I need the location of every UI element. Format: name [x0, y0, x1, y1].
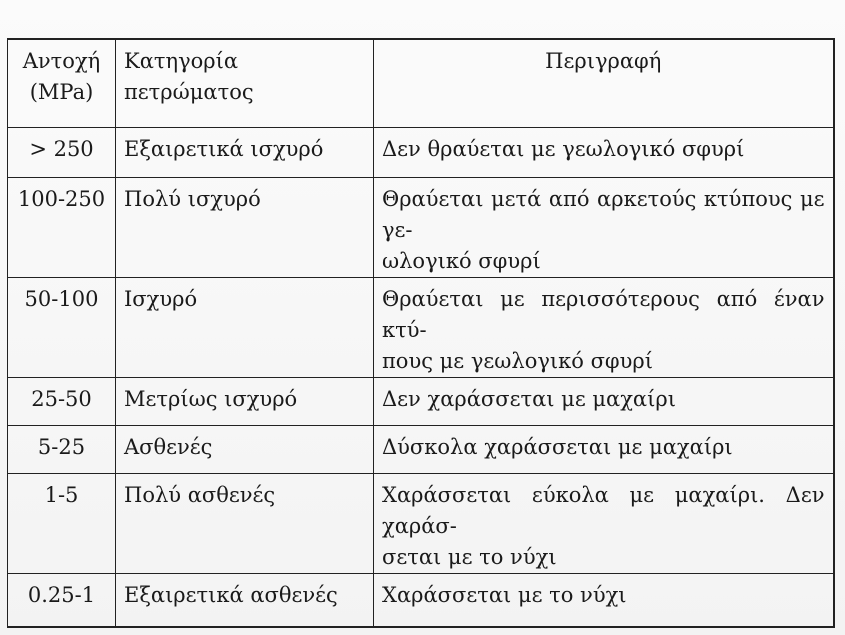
cell-description [374, 425, 834, 473]
header-description: Περιγραφή [374, 39, 834, 127]
description-line: Χαράσσεται εύκολα με μαχαίρι. Δεν χαράσ- [382, 482, 825, 538]
description-line: Δεν θραύεται με γεωλογικό σφυρί [382, 136, 745, 161]
cell-category: Μετρίως ισχυρό [116, 377, 374, 425]
table-row [8, 473, 834, 573]
table-row [8, 425, 834, 473]
cell-description [374, 573, 834, 627]
header-resistance-line1: Αντοχή [22, 49, 101, 73]
rock-strength-table [7, 38, 835, 628]
cell-category: Ισχυρό [116, 277, 374, 377]
table-row [8, 177, 834, 277]
header-resistance-line2: (MPa) [29, 80, 94, 104]
cell-resistance: 5-25 [8, 425, 116, 473]
description-line: Θραύεται μετά από αρκετούς κτύπους με γε- [382, 186, 825, 242]
description-line: Δύσκολα χαράσσεται με μαχαίρι [382, 434, 733, 459]
cell-resistance: 50-100 [8, 277, 116, 377]
table-row [8, 127, 834, 177]
cell-resistance: > 250 [8, 127, 116, 177]
cell-category: Πολύ ισχυρό [116, 177, 374, 277]
cell-resistance: 0.25-1 [8, 573, 116, 627]
cell-description [374, 277, 834, 377]
cell-resistance: 1-5 [8, 473, 116, 573]
cell-resistance: 100-250 [8, 177, 116, 277]
description-line: Θραύεται με περισσότερους από έναν κτύ- [382, 286, 825, 342]
cell-description [374, 377, 834, 425]
description-line: πους με γεωλογικό σφυρί [382, 348, 653, 373]
cell-description [374, 177, 834, 277]
cell-category: Πολύ ασθενές [116, 473, 374, 573]
cell-category: Εξαιρετικά ασθενές [116, 573, 374, 627]
header-category: Κατηγορία πετρώματος [116, 39, 374, 127]
cell-category: Εξαιρετικά ισχυρό [116, 127, 374, 177]
cell-description [374, 127, 834, 177]
table-row [8, 377, 834, 425]
table-header-row [8, 39, 834, 127]
table-row [8, 573, 834, 627]
description-line: Χαράσσεται με το νύχι [382, 582, 627, 607]
cell-category: Ασθενές [116, 425, 374, 473]
header-resistance [8, 39, 116, 127]
cell-description [374, 473, 834, 573]
cell-resistance: 25-50 [8, 377, 116, 425]
description-line: σεται με το νύχι [382, 544, 557, 569]
table-row [8, 277, 834, 377]
description-line: Δεν χαράσσεται με μαχαίρι [382, 386, 676, 411]
description-line: ωλογικό σφυρί [382, 248, 541, 273]
